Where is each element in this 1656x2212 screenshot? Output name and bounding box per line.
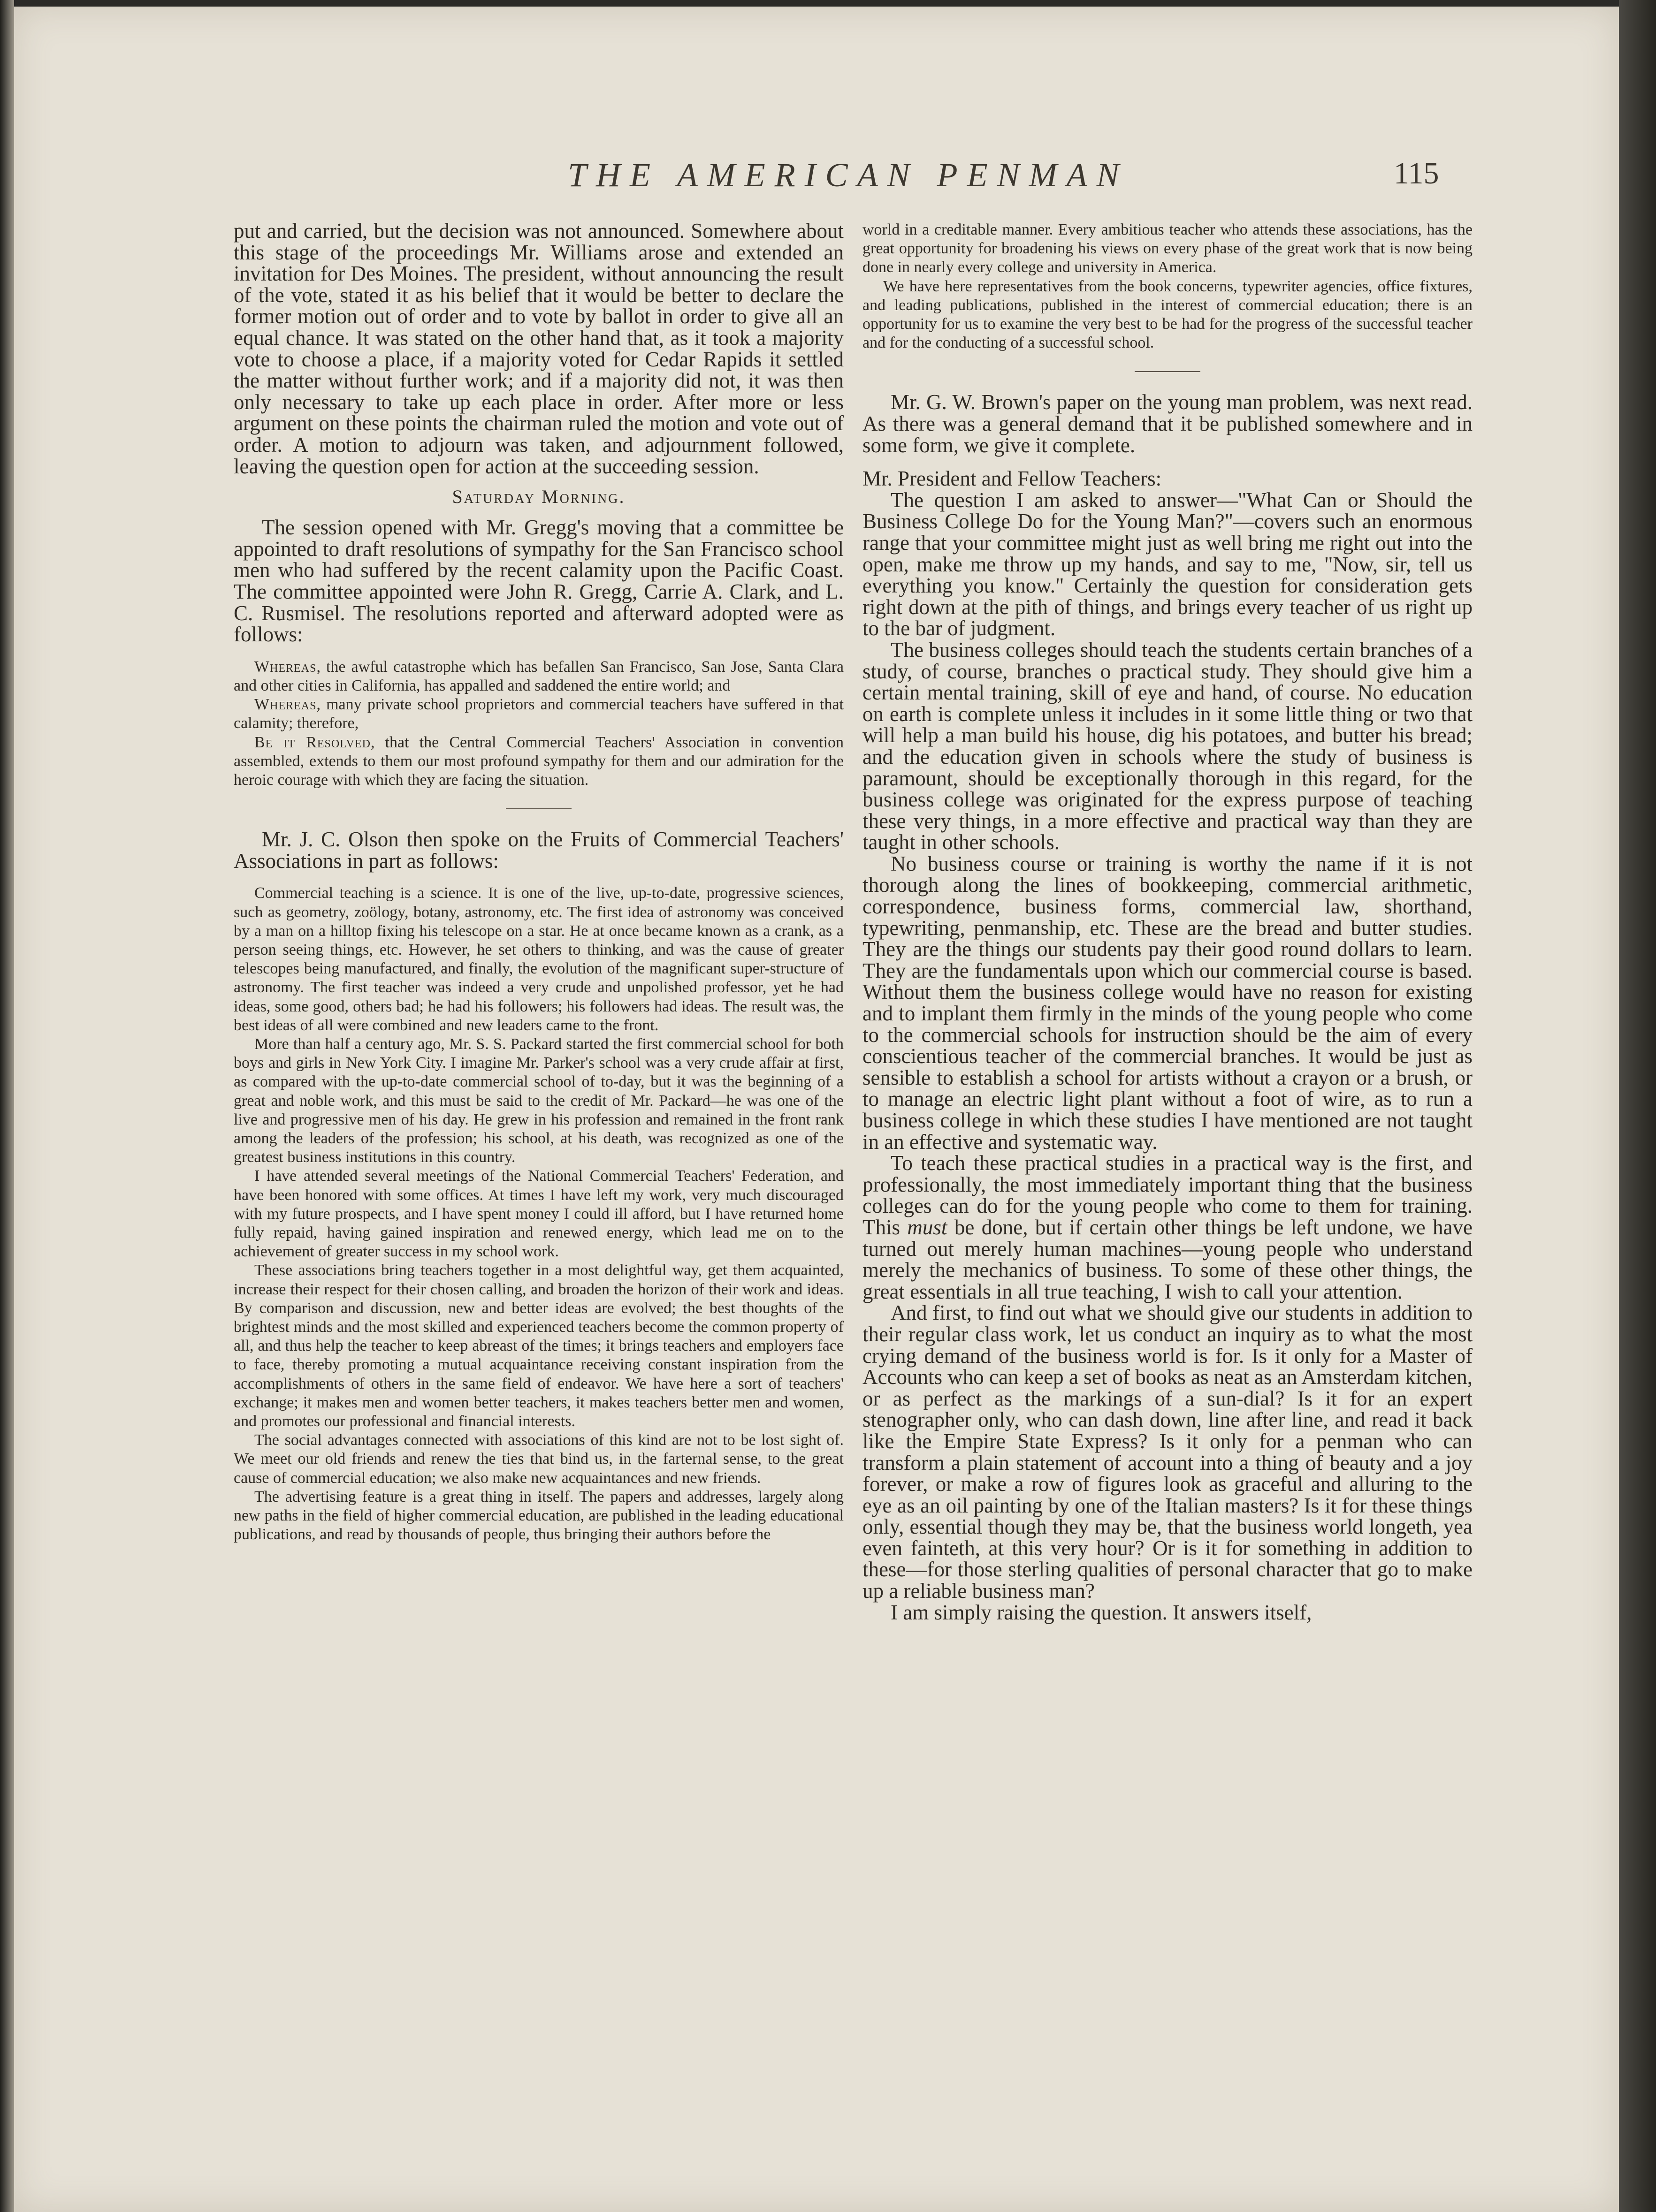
running-title: THE AMERICAN PENMAN xyxy=(568,156,1129,194)
resolution-lead: Be it Resolved xyxy=(254,733,371,751)
quoted-paragraph: I have attended several meetings of the National Commercial Teachers' Federation, and have been honored with some offices. At times I have left my work, very much discouraged with my future prospects, and I have spent money I could ill afford, but I have returned home fully repaid, having gained inspiration and renewed energy, which lead me on to the achievement of greater success in my school work. xyxy=(234,1167,844,1261)
paragraph-text: To teach these practical studies in a practical way is the first, and professionally, the most immediately important thing that the business colleges can do for the young people who come to them for training. This xyxy=(862,1151,1473,1239)
quoted-paragraph: These associations bring teachers together in a most delightful way, get them acquainted, increase their respect for their chosen calling, and broaden the horizon of their work and ideas. By comparison and discussion, new and better ideas are evolved; the best thoughts of the brightest minds and the most skilled and experienced teachers become the common property of all, and thus help the teacher to keep abreast of the times; it brings teachers and employers face to face, thereby promoting a mutual acquaintance receiving constant inspiration from the accomplishments of others in the same field of endeavor. We have here a sort of teachers' exchange; it makes men and women better teachers, it makes teachers better men and women, and promotes our professional and financial interests. xyxy=(234,1262,844,1430)
page-edge-shadow xyxy=(1619,0,1656,2212)
book-spine-edge xyxy=(0,0,14,2212)
paragraph: Mr. J. C. Olson then spoke on the Fruits of Commercial Teachers' Associations in part as follows: xyxy=(234,828,844,873)
salutation: Mr. President and Fellow Teachers: xyxy=(862,467,1162,491)
quoted-paragraph: The social advantages connected with associations of this kind are not to be lost sight of. We meet our old friends and renew the ties that bind us, in the farternal sense, to the great cause of commercial education; we also make new acquaintances and new friends. xyxy=(234,1431,844,1487)
paragraph: The question I am asked to answer—"What Can or Should the Business College Do for the Young Man?"—covers such an enormous range that your committee might just as well bring me right out into the open, make me throw up my hands, and say to me, "Now, sir, tell us everything you know." Certainly the question for consideration gets right down at the pith of things, and brings every teacher of us right up to the bar of judgment. xyxy=(862,488,1473,640)
divider-rule xyxy=(1135,371,1200,372)
paragraph xyxy=(862,1153,1473,1302)
paragraph: No business course or training is worthy the name if it is not thorough along the lines of bookkeeping, commercial arithmetic, correspondence, business forms, commercial law, shorthand, typewriting, penmanship, etc. These are the bread and butter studies. They are the things our students pay their good round dollars to learn. They are the fundamentals upon which our commercial course is based. Without them the business college would have no reason for existing and to implant them firmly in the minds of the young people who come to the commercial schools for instruction should be the aim of every conscientious teacher of the commercial branches. It would be just as sensible to establish a school for artists without a crayon or a brush, or to manage an electric light plant without a foot of wire, as to run a business college in which these studies I have mentioned are not taught in an effective and systematic way. xyxy=(862,851,1473,1154)
right-column xyxy=(862,220,1473,1623)
divider-rule xyxy=(506,808,572,809)
resolution-text: , the awful catastrophe which has befallen San Francisco, San Jose, Santa Clara and other cities in California, has appalled and saddened the entire world; and xyxy=(234,658,844,694)
quoted-paragraph: world in a creditable manner. Every ambitious teacher who attends these associations, has the great opportunity for broadening his views on every phase of the great work that is now being done in nearly every college and university in America. xyxy=(862,221,1473,276)
quoted-paragraph: We have here representatives from the book concerns, typewriter agencies, office fixtures, and leading publications, published in the interest of commercial education; there is an opportunity for us to examine the very best to be had for the progress of the successful teacher and for the conducting of a successful school. xyxy=(862,277,1473,352)
resolution-text: , that the Central Commercial Teachers' Association in convention assembled, extends to them our most profound sympathy for them and our admiration for the heroic courage with which they are facing the situation. xyxy=(234,733,844,789)
left-column xyxy=(234,220,844,1544)
resolution-lead: Whereas xyxy=(254,658,317,676)
emphasis: must xyxy=(907,1215,947,1239)
paragraph: put and carried, but the decision was not announced. Somewhere about this stage of the proceedings Mr. Williams arose and extended an invitation for Des Moines. The president, without announcing the result of the vote, stated it as his belief that it would be better to declare the former motion out of order and to vote by ballot in order to give all an equal chance. It was stated on the other hand that, as it took a majority vote to choose a place, if a majority voted for Cedar Rapids it settled the matter without further work; and if a majority did not, it was then only necessary to take up each place in order. After more or less argument on these points the chairman ruled the motion and vote out of order. A motion to adjourn was taken, and adjournment followed, leaving the question open for action at the succeeding session. xyxy=(234,219,844,478)
paragraph: And first, to find out what we should give our students in addition to their regular class work, let us conduct an inquiry as to what the most crying demand of the business world is for. Is it only for a Master of Accounts who can keep a set of books as neat as an Amsterdam kitchen, or as perfect as the markings of a sun-dial? Is it for an expert stenographer only, who can dash down, line after line, and read it back like the Empire State Express? Is it only for a penman who can transform a plain statement of account into a thing of beauty and a joy forever, or make a row of figures look as graceful and alluring to the eye as an oil painting by one of the Italian masters? Is it for these things only, essential though they may be, that the business world longeth, yea even fainteth, at this very hour? Or is it for something in addition to these—for those sterling qualities of personal character that go to make up a reliable business man? xyxy=(862,1301,1473,1603)
resolution-lead: Whereas xyxy=(254,696,317,714)
resolution-paragraph xyxy=(234,733,844,790)
quoted-paragraph: More than half a century ago, Mr. S. S. Packard started the first commercial school for both boys and girls in New York City. I imagine Mr. Parker's school was a very crude affair at first, as compared with the up-to-date commercial school of to-day, but it was the beginning of a great and noble work, and this must be said to the credit of Mr. Packard—he was one of the live and progressive men of his day. He grew in his profession and remained in the front rank among the leaders of the profession; his school, at his death, was recognized as one of the greatest business institutions in this country. xyxy=(234,1035,844,1166)
section-heading: Saturday Morning. xyxy=(452,486,626,508)
paragraph: The session opened with Mr. Gregg's moving that a committee be appointed to draft resolutions of sympathy for the San Francisco school men who had suffered by the recent calamity upon the Pacific Coast. The committee appointed were John R. Gregg, Carrie A. Clark, and L. C. Rusmisel. The resolutions reported and afterward adopted were as follows: xyxy=(234,516,844,646)
resolution-paragraph xyxy=(234,658,844,695)
paragraph-text: be done, but if certain other things be left undone, we have turned out merely human machines—young people who understand merely the mechanics of business. To some of these other things, the great essentials in all true teaching, I wish to call your attention. xyxy=(862,1215,1473,1303)
paragraph: I am simply raising the question. It answers itself, xyxy=(891,1600,1312,1624)
paragraph: Mr. G. W. Brown's paper on the young man problem, was next read. As there was a general demand that it be published somewhere and in some form, we give it complete. xyxy=(862,390,1473,457)
resolution-text: , many private school proprietors and commercial teachers have suffered in that calamity; therefore, xyxy=(234,696,844,732)
paragraph: The business colleges should teach the students certain branches of a study, of course, branches o practical study. They should give him a certain mental training, skill of eye and hand, of course. No education on earth is complete unless it includes in it some little thing or two that will help a man build his house, dig his potatoes, and butter his bread; and the education given in schools where the study of business is paramount, should be exceptionally thorough in this regard, for the business college was originated for the express purpose of teaching these very things, in a more effective and practical way than they are taught in other schools. xyxy=(862,638,1473,854)
resolution-paragraph xyxy=(234,695,844,733)
page-number: 115 xyxy=(1394,156,1439,190)
quoted-paragraph: The advertising feature is a great thing in itself. The papers and addresses, largely along new paths in the field of higher commercial education, are published in the leading educational publications, and read by thousands of people, thus bringing their authors before the xyxy=(234,1488,844,1543)
quoted-paragraph: Commercial teaching is a science. It is one of the live, up-to-date, progressive sciences, such as geometry, zoölogy, botany, astronomy, etc. The first idea of astronomy was conceived by a man on a hilltop fixing his telescope on a star. He at once became known as a crank, as a person seeing things, etc. However, he set others to thinking, and was the cause of greater telescopes being manufactured, and finally, the evolution of the magnificant super-structure of astronomy. The first teacher was indeed a very crude and unpolished professor, yet he had ideas, some good, others bad; he had his followers; his followers had ideas. The result was, the best ideas of all were combined and new leaders came to the front. xyxy=(234,884,844,1034)
